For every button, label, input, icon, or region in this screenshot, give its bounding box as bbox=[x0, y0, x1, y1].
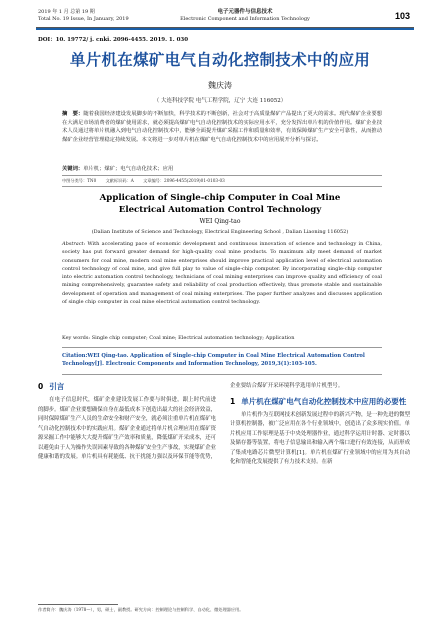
keywords-en-label: Key words: bbox=[62, 335, 91, 341]
paper-title-cn: 单片机在煤矿电气自动化控制技术中的应用 bbox=[69, 51, 371, 69]
title-en-line-2: Electrical Automation Control Technology bbox=[118, 205, 322, 215]
divider bbox=[62, 186, 382, 187]
header-accent-bar bbox=[36, 28, 414, 30]
body-paragraph: 在电子信息时代，煤矿企业建设发展工作要与时俱进，跟上时代前进的脚步。煤矿企业要想确保自身在最低成本下创造出最大的社会经济效益，同时保障煤矿生产人员的生命安全和财产安全，就必须注重单片机在煤矿电气自动化控制技术中的实践应用。煤矿企业通过将单片机合理应用在煤矿资源采掘工作中能够大大提升煤矿生产效率和质量，降低煤矿开采成本，还可以避免由于人为操作失误因素导致的各种煤矿安全生产事故，实现煤矿企业健康和谐的发展。单片机具有耗能低、抗干扰能力强以及环保节能等优势， bbox=[38, 397, 216, 460]
affiliation-cn: （ 大连科技学院 电气工程学院，辽宁 大连 116052） bbox=[153, 98, 287, 104]
classification-line bbox=[62, 178, 382, 184]
divider bbox=[62, 374, 382, 375]
citation: Citation:WEI Qing-tao. Application of Single-chip Computer in Coal Mine Electrical Automation Control Technology[J]. Electronic Components and Information Technology, 2019,3(1):103-105. bbox=[62, 353, 365, 368]
page-number: 103 bbox=[394, 11, 410, 21]
abstract-en-label: Abstract bbox=[62, 241, 84, 247]
section-number: 0 bbox=[38, 382, 44, 391]
divider bbox=[62, 347, 382, 348]
keywords-cn bbox=[62, 164, 382, 172]
doi: DOI：10. 19772/ j. cnki. 2096-4455. 2019. 1. 030 bbox=[38, 37, 189, 43]
abstract-cn-text: 随着我国经济建设发展脚步的不断加快，科学技术的不断创新，社会对于高质量煤矿产品提出了更大的需求。现代煤矿企业要想在大满足市场消费者的煤矿使用需求，就必须提高煤矿电气自动化控制技术的实际应用水平，充分发挥出单片机的价值作用。煤矿企业技术人员通过将单片机融入到电气自动化控制技术中，能够全面提升煤矿采掘工作和质量和效率，有效保障煤矿生产安全可靠性，从而推动煤矿企业经营管理稳定持续发展。本文将进一步对单片机在煤矿电气自动化控制技术中的应用展开分析与探讨。 bbox=[62, 111, 382, 143]
author-footnote: 作者简介：魏庆涛（1978—），男，硕士，副教授。研究方向：控制理论与控制科学、自动化、微处理器应用。 bbox=[38, 607, 244, 612]
divider bbox=[62, 175, 382, 176]
journal-name-cn: 电子元器件与信息技术 bbox=[217, 9, 273, 15]
issue-cn: 2019 年 1 月 总第 19 期 bbox=[38, 9, 95, 15]
body-paragraph: 企业要结合煤矿开采环境科学选用单片机型号。 bbox=[230, 383, 344, 389]
section-title: 单片机在煤矿电气自动化控制技术中应用的必要性 bbox=[241, 396, 407, 406]
keywords-cn-label: 关键词： bbox=[62, 166, 84, 172]
abstract-cn-label: 摘 要： bbox=[62, 111, 84, 117]
footnote-rule bbox=[38, 604, 118, 605]
keywords-en-text: Single chip computer; Coal mine; Electrical automation technology; Application bbox=[91, 335, 295, 341]
affiliation-en: (Dalian Institute of Science and Technology, Electrical Engineering School , Dalian Liaoning 116052) bbox=[91, 229, 349, 235]
keywords-cn-text: 单片机；煤矿；电气自动化技术；应用 bbox=[83, 166, 174, 172]
clc-number: 中图分类号：TN0 bbox=[62, 178, 97, 183]
section-number: 1 bbox=[230, 396, 236, 406]
title-en-line-1: Application of Single-chip Computer in Coal Mine bbox=[99, 193, 341, 203]
abstract-en-text: With accelerating pace of economic development and continuous innovation of science and technology in China, society has put forward greater demand for high-quality coal mine products. To maximum ally meet demand of market consumers for coal mine, modern coal mine enterprises should improve practical application level of electrical automation control technology of coal mine, and give full play to value of single-chip computer. By incorporating single-chip computer into electric automation control technology, technicians of coal mining enterprises can improve quality and efficiency of coal mining comprehensively, guarantee safety and reliability of coal production effectively, thus promote stable and sustainable development of operation and management of coal mining enterprises. The paper further analyzes and discusses application of single chip computer in coal mine electrical automation control technology. bbox=[62, 241, 382, 306]
journal-name-en: Electronic Component and Information Technology bbox=[180, 16, 310, 22]
author-en: WEI Qing-tao bbox=[199, 218, 241, 225]
paper-title-en bbox=[0, 192, 440, 216]
running-header-left bbox=[38, 9, 129, 23]
abstract-en: Abstract: With accelerating pace of economic development and continuous innovation of science and technology in China, society has put forward greater demand for high-quality coal mine products. To maximum ally meet demand of market consumers for coal mine, modern coal mine enterprises should improve practical application level of electrical automation control technology of coal mine, and give full play to value of single-chip computer. By incorporating single-chip computer into electric automation control technology, technicians of coal mining enterprises can improve quality and efficiency of coal mining comprehensively, guarantee safety and reliability of coal production effectively, thus promote stable and sustainable development of operation and management of coal mining enterprises. The paper further analyzes and discusses application of single chip computer in coal mine electrical automation control technology. bbox=[62, 241, 382, 306]
section-title: 引言 bbox=[49, 382, 65, 391]
body-paragraph: 单片机作为互联网技术创新发展过程中的新兴产物，是一种先进的微型计算机控制器，被广泛应用在各个行业领域中，创造出了众多现实价值。单片机应用工作原理是基于中央处理器作业，通过科学运用计时器、定时器以及储存器等装置，将电子信息输出和输入两个端口进行有效连接，从而形成了集成电路芯片微型计算机[1]。单片机在煤矿行业领域中的应用为其自动化和智能化发展提供了有力技术支持。在新 bbox=[230, 411, 410, 465]
section-heading bbox=[38, 382, 216, 392]
author-cn: 魏庆涛 bbox=[208, 81, 232, 90]
document-code: 文献标识码：A bbox=[105, 178, 134, 183]
abstract-cn bbox=[62, 110, 382, 144]
section-heading bbox=[230, 397, 410, 407]
body-column-left bbox=[38, 382, 216, 463]
issue-en: Total No. 19 Issue, In January, 2019 bbox=[38, 16, 129, 22]
article-number: 文章编号：2096-4455(2019)01-0103-03 bbox=[143, 178, 225, 183]
running-header-center bbox=[150, 9, 340, 23]
body-column-right bbox=[230, 382, 410, 468]
keywords-en bbox=[62, 335, 382, 341]
